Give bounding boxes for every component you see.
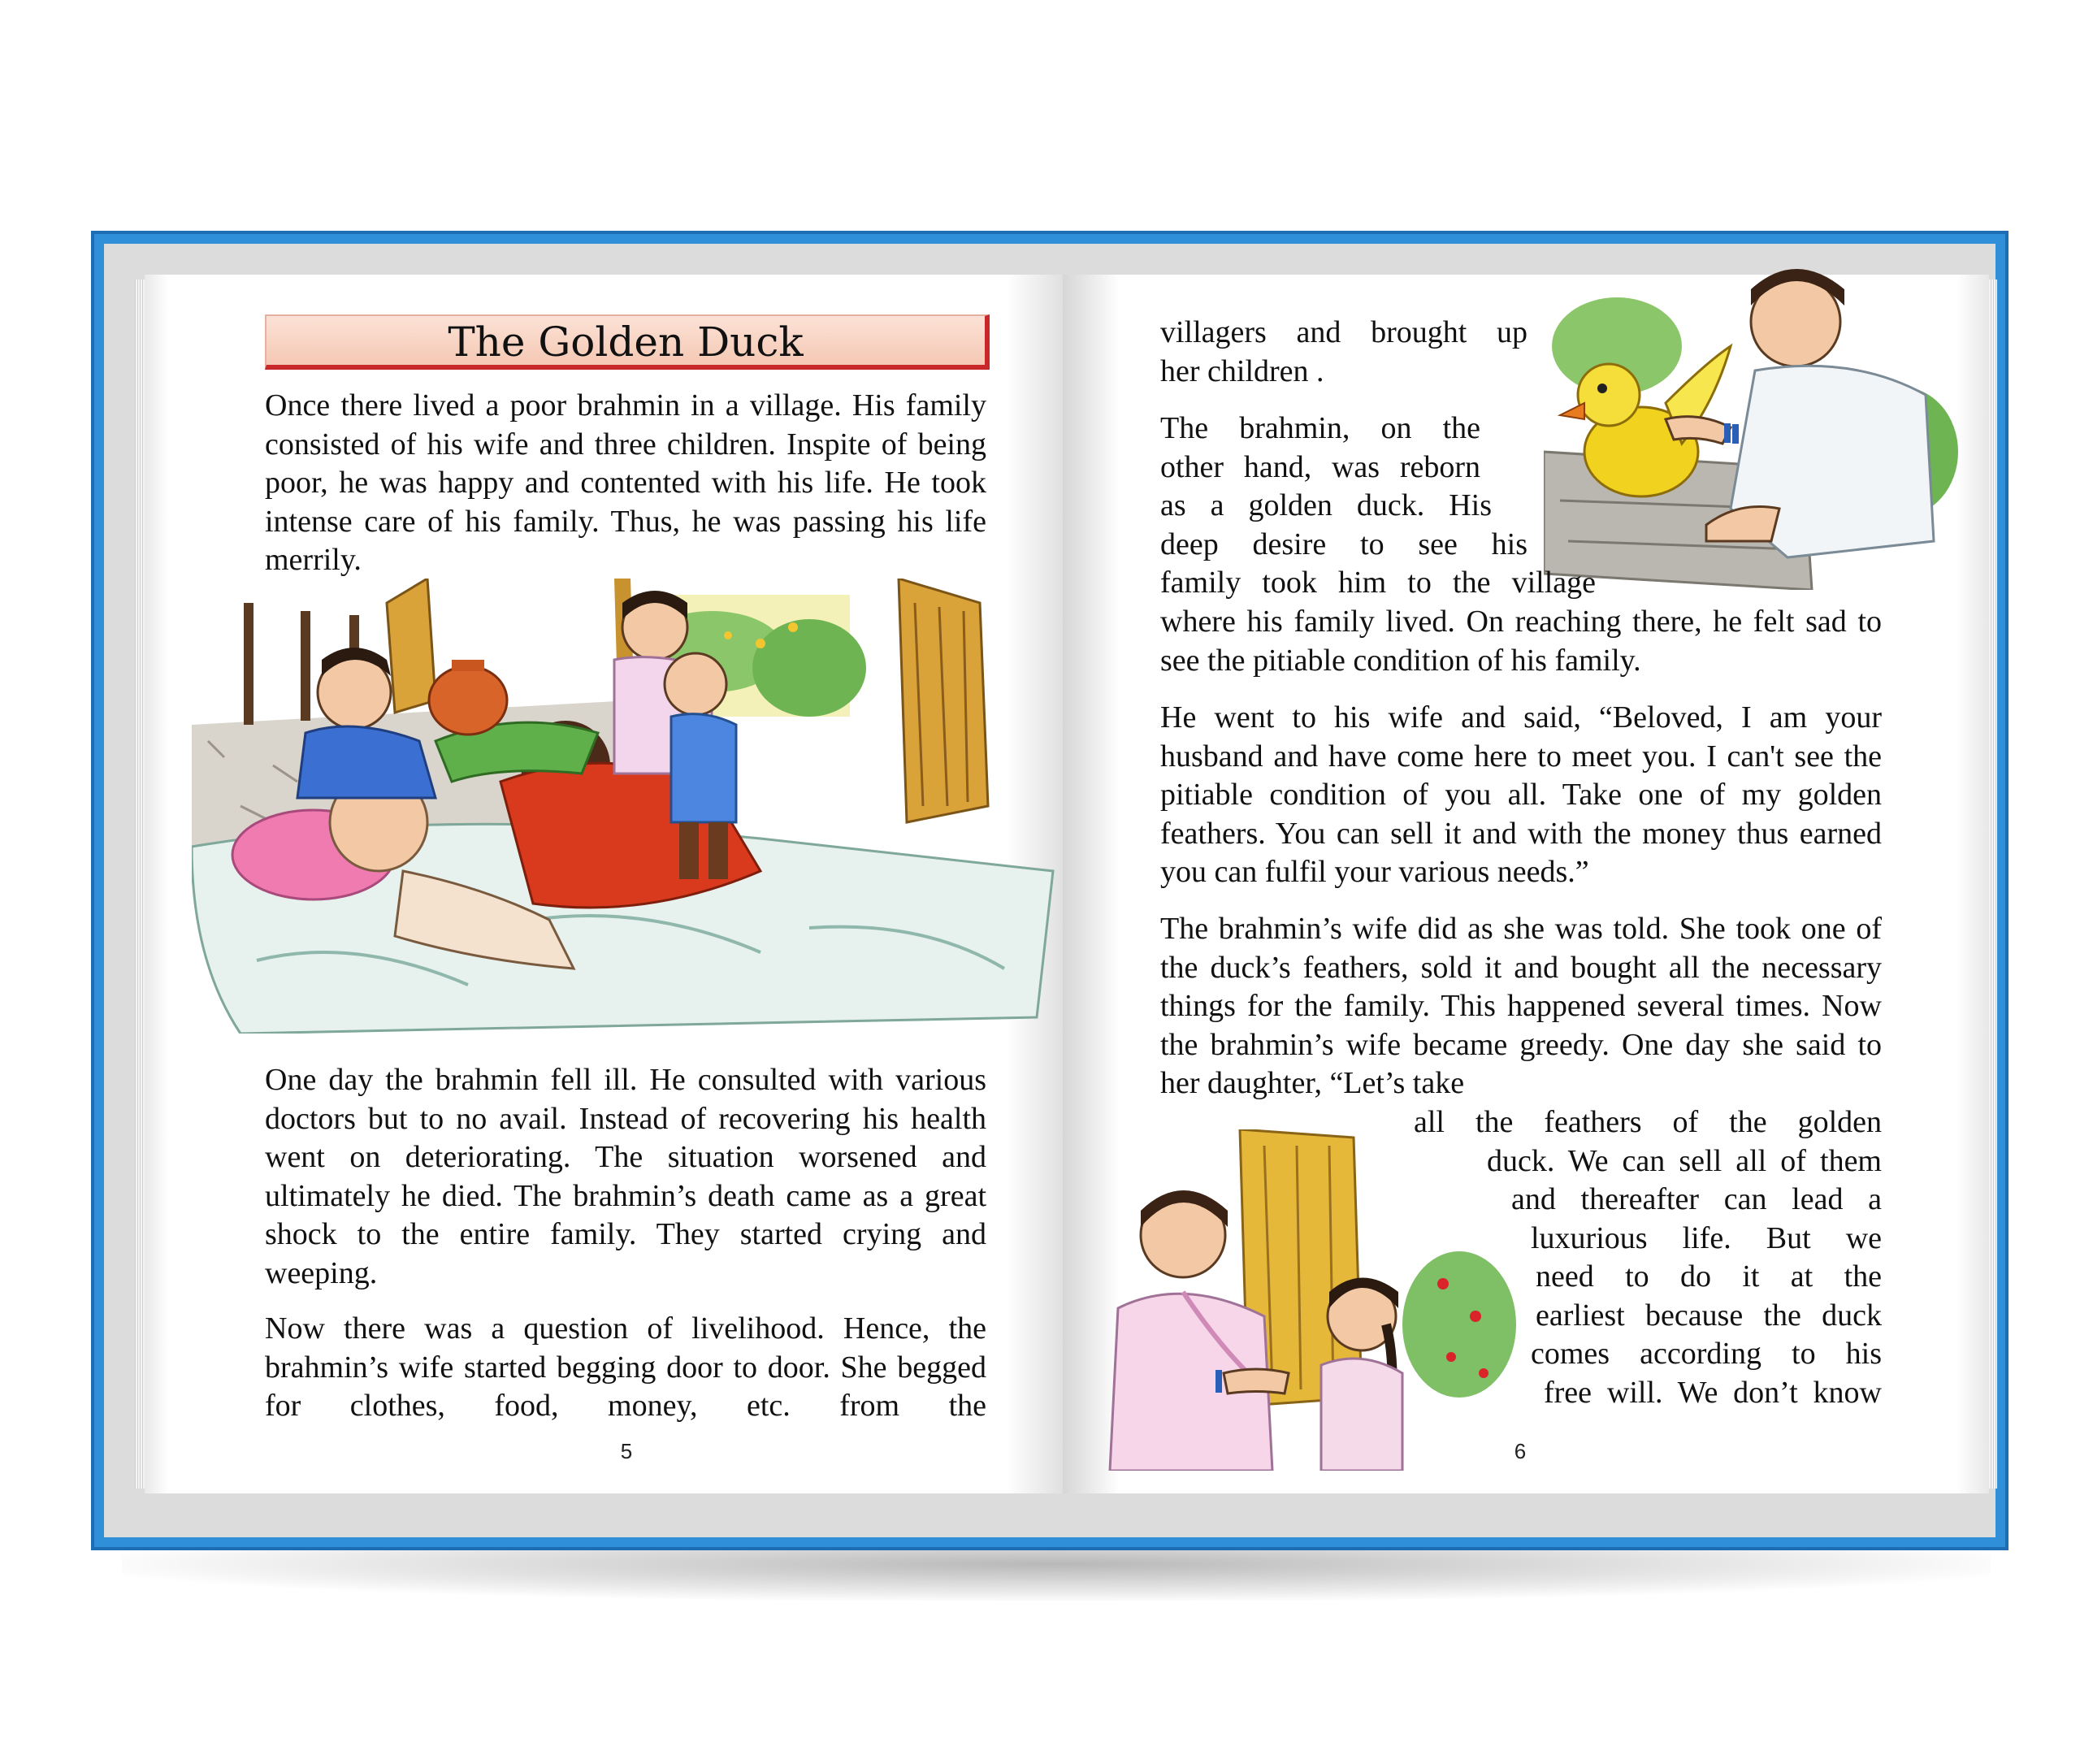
wrap-line-3: as a golden duck. His xyxy=(1160,488,1492,522)
right-top-lines xyxy=(1160,314,1528,391)
right-paragraph-3: He went to his wife and said, “Beloved, I am your husband and have come here to meet you. I can't see the pitiable condition of you all. Take one of my golden feathers. You can sell it and with the money thus earned you can fulfil your various needs.” xyxy=(1160,700,1882,889)
right-paragraph-2-rest: where his family lived. On reaching there, he felt sad to see the pitiable condition of his family. xyxy=(1160,605,1882,678)
p4-line-3: and thereafter can lead a xyxy=(1511,1182,1882,1216)
wrap-line-4: deep desire to see his xyxy=(1160,527,1528,561)
p4-line-4: luxurious life. But we xyxy=(1531,1220,1882,1255)
wrap-line-5: family took him to the village xyxy=(1160,566,1596,600)
left-paragraph-1: Once there lived a poor brahmin in a village. His family consisted of his wife and three children. Inspite of being poor, he was happy and contented with his life. He took intense care of his family. Thus, he was passing his life merrily. xyxy=(265,388,986,577)
deathbed-family-illustration xyxy=(192,579,1060,1034)
story-title: The Golden Duck xyxy=(448,319,804,366)
p4-line-7: comes according to his xyxy=(1531,1337,1882,1371)
page-number-left: 5 xyxy=(590,1437,663,1466)
p4-line-5: need to do it at the xyxy=(1536,1259,1882,1294)
wife-plucking-duck-illustration xyxy=(1544,265,1958,590)
wrap-line-2: other hand, was reborn xyxy=(1160,449,1480,484)
p4-line-6: earliest because the duck xyxy=(1536,1298,1882,1333)
page-number-right: 6 xyxy=(1484,1437,1557,1466)
right-line-1: villagers and brought up xyxy=(1160,315,1528,349)
p4-line-1: all the feathers of the golden xyxy=(1414,1105,1882,1139)
p4-line-2: duck. We can sell all of them xyxy=(1487,1143,1882,1178)
left-paragraph-3: Now there was a question of livelihood. Hence, the brahmin’s wife started begging door to door. She begged for clothes, food, money, etc. from the xyxy=(265,1311,986,1423)
right-wrap-lines xyxy=(1160,410,1599,603)
p4-line-8: free will. We don’t know xyxy=(1544,1375,1882,1410)
wrap-line-1: The brahmin, on the xyxy=(1160,411,1480,445)
wife-and-daughter-illustration xyxy=(1086,1129,1524,1471)
story-title-banner xyxy=(265,314,990,370)
left-paragraph-2: One day the brahmin fell ill. He consulted with various doctors but to no avail. Instead of recovering his health went on deteriorating. The situation worsened and ultimately he died. The brahmin’s death came as a great shock to the entire family. They started crying and weeping. xyxy=(265,1063,986,1290)
right-paragraph-4: The brahmin’s wife did as she was told. She took one of the duck’s feathers, sold it and bought all the necessary things for the family. This happened several times. Now the brahmin’s wife became greedy. One day she said to her daughter, “Let’s take xyxy=(1160,912,1882,1100)
right-line-2: her children . xyxy=(1160,353,1324,388)
